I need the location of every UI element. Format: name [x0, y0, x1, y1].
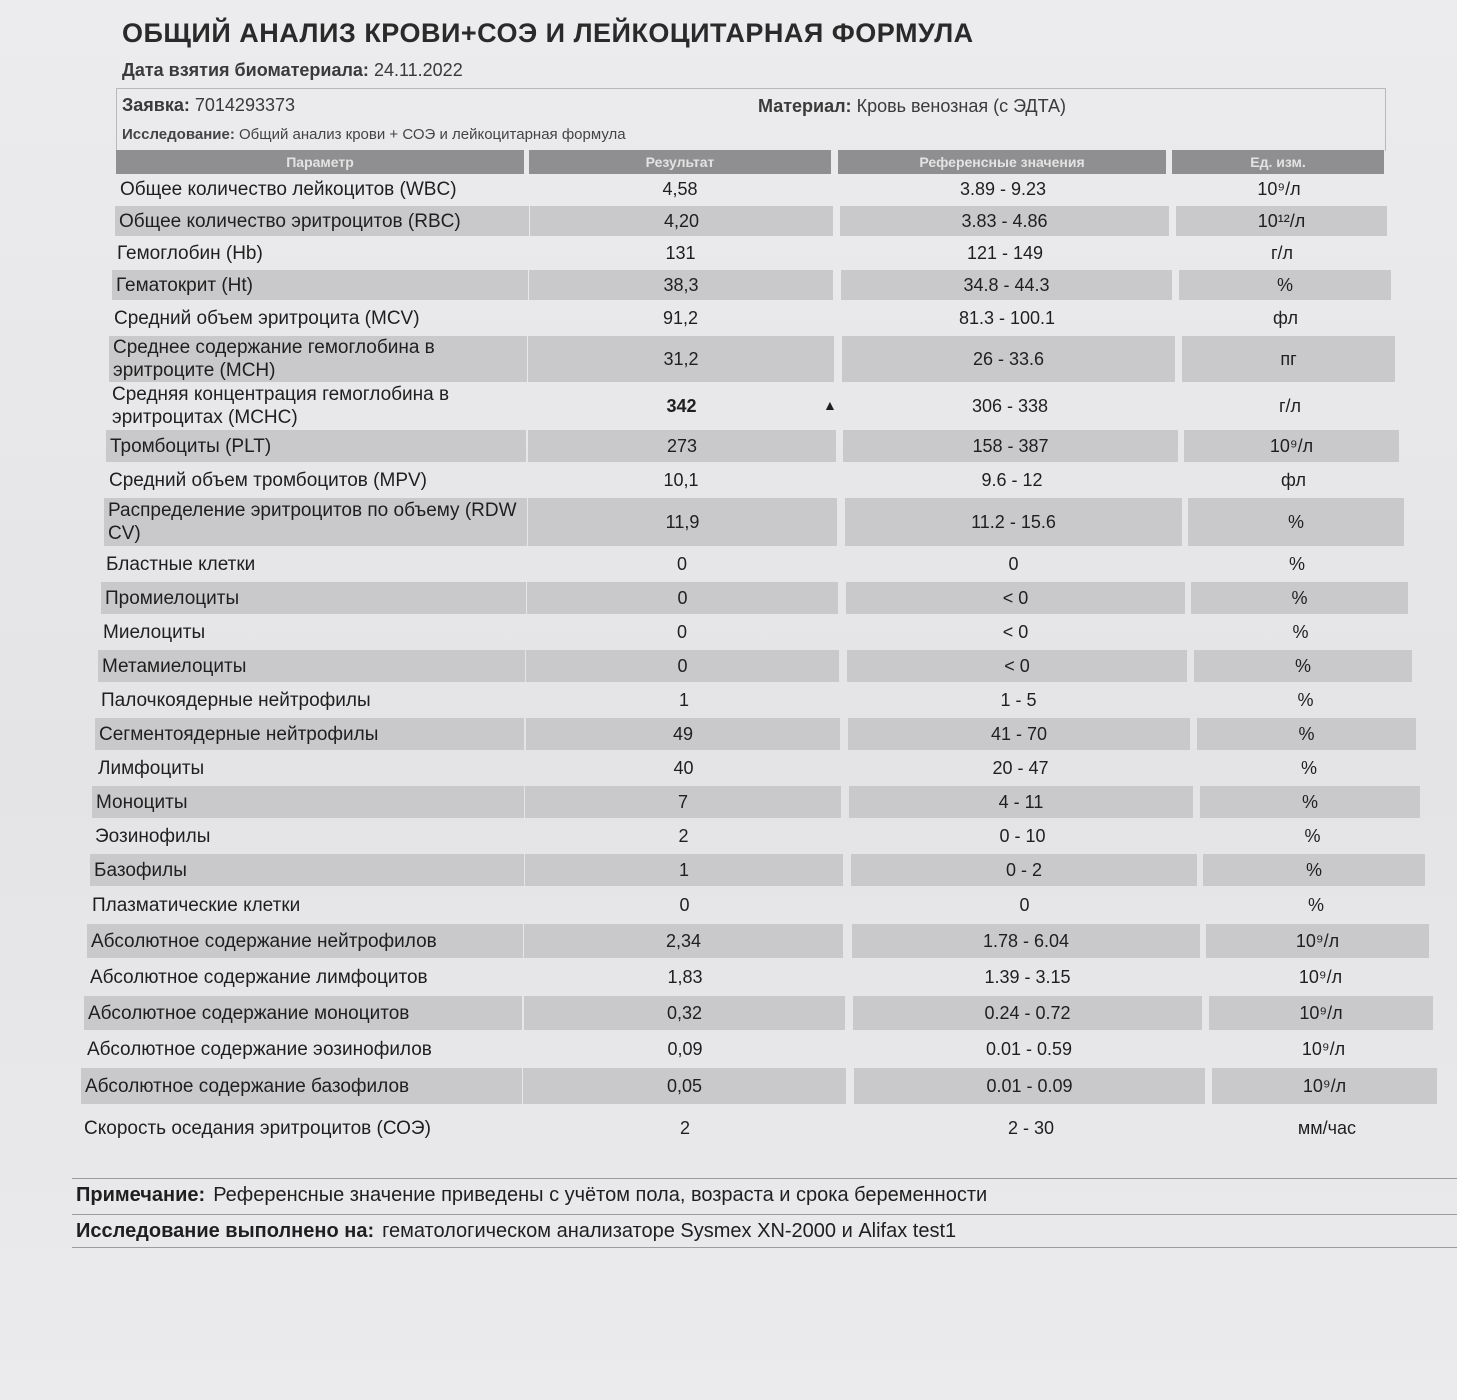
parameter-cell: Тромбоциты (PLT): [106, 430, 526, 462]
performed-on-line: [72, 1214, 1457, 1248]
study-label: Исследование:: [122, 126, 235, 143]
material-label: Материал:: [758, 96, 852, 116]
table-row: [113, 238, 1388, 268]
reference-cell: 3.83 - 4.86: [840, 206, 1169, 236]
column-header-unit: Ед. изм.: [1172, 150, 1384, 174]
reference-cell: 4 - 11: [849, 786, 1193, 818]
unit-cell: 10⁹/л: [1301, 1038, 1346, 1059]
parameter-cell: Средняя концентрация гемоглобина в эритроцитах (MCHC): [112, 384, 450, 428]
table-row: [115, 206, 1387, 236]
result-cell: 2: [679, 1117, 690, 1138]
result-cell: 2,34: [524, 924, 843, 958]
parameter-cell: Общее количество эритроцитов (RBC): [115, 206, 529, 236]
reference-cell: 1.39 - 3.15: [984, 966, 1071, 987]
report-title: ОБЩИЙ АНАЛИЗ КРОВИ+СОЭ И ЛЕЙКОЦИТАРНАЯ ФОРМУЛА: [122, 18, 974, 48]
result-cell: 342: [666, 395, 697, 416]
unit-cell: 10⁹/л: [1298, 966, 1343, 987]
result-cell: 2: [678, 825, 689, 846]
table-row: [105, 464, 1401, 496]
unit-cell: 10⁹/л: [1257, 178, 1301, 199]
order-value: 7014293373: [194, 95, 295, 115]
parameter-cell: Гемоглобин (Hb): [117, 242, 263, 264]
reference-cell: < 0: [1002, 621, 1029, 642]
table-row: [90, 854, 1425, 886]
parameter-cell: Абсолютное содержание лимфоцитов: [90, 966, 428, 988]
parameter-cell: Эозинофилы: [95, 825, 211, 847]
result-cell: 0: [676, 621, 687, 642]
result-cell: 10,1: [663, 469, 699, 490]
unit-cell: %: [1197, 718, 1416, 750]
parameter-cell: Метамиелоциты: [98, 650, 525, 682]
unit-cell: %: [1297, 689, 1314, 710]
table-row: [101, 582, 1408, 614]
result-cell: 1: [678, 689, 689, 710]
column-header-result: Результат: [529, 150, 831, 174]
table-row: [112, 270, 1391, 300]
parameter-cell: Сегментоядерные нейтрофилы: [95, 718, 524, 750]
parameter-cell: Абсолютное содержание моноцитов: [84, 996, 522, 1030]
note-line: [72, 1178, 1457, 1212]
table-row: [110, 302, 1392, 334]
result-cell: 40: [673, 757, 694, 778]
result-cell: 0,05: [523, 1068, 846, 1104]
table-row: [84, 996, 1433, 1030]
unit-cell: фл: [1281, 469, 1306, 490]
result-cell: 4,20: [530, 206, 833, 236]
result-cell: 1: [525, 854, 843, 886]
reference-cell: 26 - 33.6: [842, 336, 1175, 382]
parameter-cell: Средний объем эритроцита (MCV): [114, 307, 420, 329]
unit-cell: пг: [1182, 336, 1395, 382]
result-cell: 4,58: [662, 178, 698, 199]
unit-cell: %: [1194, 650, 1412, 682]
study: [122, 126, 626, 143]
order-number: [122, 95, 295, 116]
table-row: [106, 430, 1399, 462]
sample-date-label: Дата взятия биоматериала:: [122, 60, 369, 80]
parameter-cell: Общее количество лейкоцитов (WBC): [120, 178, 457, 200]
table-row: [104, 498, 1404, 546]
parameter-cell: Среднее содержание гемоглобина в эритроците (MCH): [109, 336, 527, 382]
unit-cell: 10⁹/л: [1206, 924, 1429, 958]
result-cell: 0,32: [524, 996, 845, 1030]
result-cell: 38,3: [529, 270, 833, 300]
reference-cell: 0: [1008, 553, 1019, 574]
result-cell: 49: [526, 718, 840, 750]
result-cell: 1,83: [667, 966, 703, 987]
parameter-cell: Гематокрит (Ht): [112, 270, 528, 300]
reference-cell: 158 - 387: [843, 430, 1178, 462]
unit-cell: 10⁹/л: [1212, 1068, 1437, 1104]
result-cell: 0: [676, 553, 687, 574]
reference-cell: 0.24 - 0.72: [853, 996, 1202, 1030]
material-value: Кровь венозная (с ЭДТА): [856, 96, 1067, 116]
result-cell: 0: [527, 582, 838, 614]
note-value: Референсные значение приведены с учётом пола, возраста и срока беременности: [213, 1184, 988, 1206]
reference-cell: 1 - 5: [1000, 689, 1037, 710]
table-row: [83, 1032, 1436, 1066]
parameter-cell: Палочкоядерные нейтрофилы: [101, 689, 371, 711]
parameter-cell: Промиелоциты: [101, 582, 526, 614]
reference-cell: 0 - 2: [851, 854, 1197, 886]
reference-cell: 9.6 - 12: [981, 469, 1043, 490]
unit-cell: фл: [1273, 307, 1298, 328]
table-row: [99, 616, 1409, 648]
unit-cell: %: [1203, 854, 1425, 886]
unit-cell: г/л: [1270, 242, 1294, 263]
table-row: [116, 174, 1384, 204]
result-cell: 91,2: [662, 307, 699, 328]
parameter-cell: Распределение эритроцитов по объему (RDW CV): [104, 498, 527, 546]
table-row: [80, 1108, 1440, 1148]
reference-cell: 121 - 149: [966, 242, 1044, 263]
table-row: [94, 752, 1419, 784]
parameter-cell: Базофилы: [90, 854, 524, 886]
sample-date-value: 24.11.2022: [373, 60, 463, 80]
table-row: [88, 888, 1427, 922]
table-row: [91, 820, 1423, 852]
unit-cell: %: [1300, 757, 1317, 778]
reference-cell: 2 - 30: [1007, 1117, 1055, 1138]
unit-cell: %: [1288, 553, 1305, 574]
unit-cell: %: [1200, 786, 1420, 818]
result-cell: 0: [679, 894, 690, 915]
performed-label: Исследование выполнено на:: [76, 1219, 375, 1242]
column-header-parameter: Параметр: [116, 150, 524, 174]
reference-cell: 0.01 - 0.59: [985, 1038, 1073, 1059]
parameter-cell: Скорость оседания эритроцитов (СОЭ): [84, 1117, 431, 1139]
table-row: [87, 924, 1429, 958]
table-row: [81, 1068, 1437, 1104]
unit-cell: мм/час: [1297, 1117, 1357, 1138]
unit-cell: 10⁹/л: [1209, 996, 1433, 1030]
above-range-flag-icon: ▲: [823, 397, 837, 413]
result-cell: 31,2: [528, 336, 834, 382]
unit-cell: 10⁹/л: [1184, 430, 1399, 462]
reference-cell: 20 - 47: [992, 757, 1049, 778]
note-label: Примечание:: [76, 1184, 206, 1206]
reference-cell: 1.78 - 6.04: [852, 924, 1200, 958]
result-cell: 0,09: [667, 1038, 703, 1059]
unit-cell: %: [1191, 582, 1408, 614]
table-row: [95, 718, 1416, 750]
parameter-cell: Абсолютное содержание эозинофилов: [87, 1038, 432, 1060]
parameter-cell: Моноциты: [92, 786, 524, 818]
table-row: [102, 548, 1405, 580]
table-row: [98, 650, 1412, 682]
reference-cell: < 0: [847, 650, 1187, 682]
study-value: Общий анализ крови + СОЭ и лейкоцитарная формула: [238, 126, 626, 143]
parameter-cell: Абсолютное содержание нейтрофилов: [87, 924, 523, 958]
unit-cell: г/л: [1278, 395, 1302, 416]
table-row: [92, 786, 1420, 818]
parameter-cell: Средний объем тромбоцитов (MPV): [109, 469, 428, 491]
reference-cell: 306 - 338: [971, 395, 1049, 416]
sample-date: [122, 60, 463, 81]
result-cell: 0: [526, 650, 839, 682]
unit-cell: %: [1304, 825, 1321, 846]
result-cell: 131: [665, 242, 696, 263]
table-row: [86, 960, 1432, 994]
table-row: [108, 384, 1397, 428]
unit-cell: 10¹²/л: [1176, 206, 1387, 236]
unit-cell: %: [1292, 621, 1309, 642]
reference-cell: 0 - 10: [999, 825, 1046, 846]
result-cell: 11,9: [528, 498, 837, 546]
reference-cell: 3.89 - 9.23: [959, 178, 1047, 199]
result-cell: 7: [525, 786, 841, 818]
parameter-cell: Абсолютное содержание базофилов: [81, 1068, 522, 1104]
reference-cell: 0: [1019, 894, 1030, 915]
reference-cell: 0.01 - 0.09: [854, 1068, 1205, 1104]
unit-cell: %: [1188, 498, 1404, 546]
reference-cell: 11.2 - 15.6: [845, 498, 1182, 546]
table-row: [109, 336, 1395, 382]
result-cell: 273: [528, 430, 836, 462]
column-header-reference: Референсные значения: [838, 150, 1166, 174]
parameter-cell: Миелоциты: [103, 621, 206, 643]
parameter-cell: Бластные клетки: [106, 553, 256, 575]
reference-cell: < 0: [846, 582, 1185, 614]
reference-cell: 41 - 70: [848, 718, 1190, 750]
reference-cell: 81.3 - 100.1: [958, 307, 1056, 328]
parameter-cell: Плазматические клетки: [92, 894, 301, 916]
reference-cell: 34.8 - 44.3: [841, 270, 1172, 300]
material: [758, 96, 1066, 117]
unit-cell: %: [1179, 270, 1391, 300]
parameter-cell: Лимфоциты: [98, 757, 205, 779]
performed-value: гематологическом анализаторе Sysmex XN-2000 и Alifax test1: [382, 1219, 957, 1242]
order-label: Заявка:: [122, 95, 190, 115]
unit-cell: %: [1307, 894, 1324, 915]
table-row: [97, 684, 1415, 716]
